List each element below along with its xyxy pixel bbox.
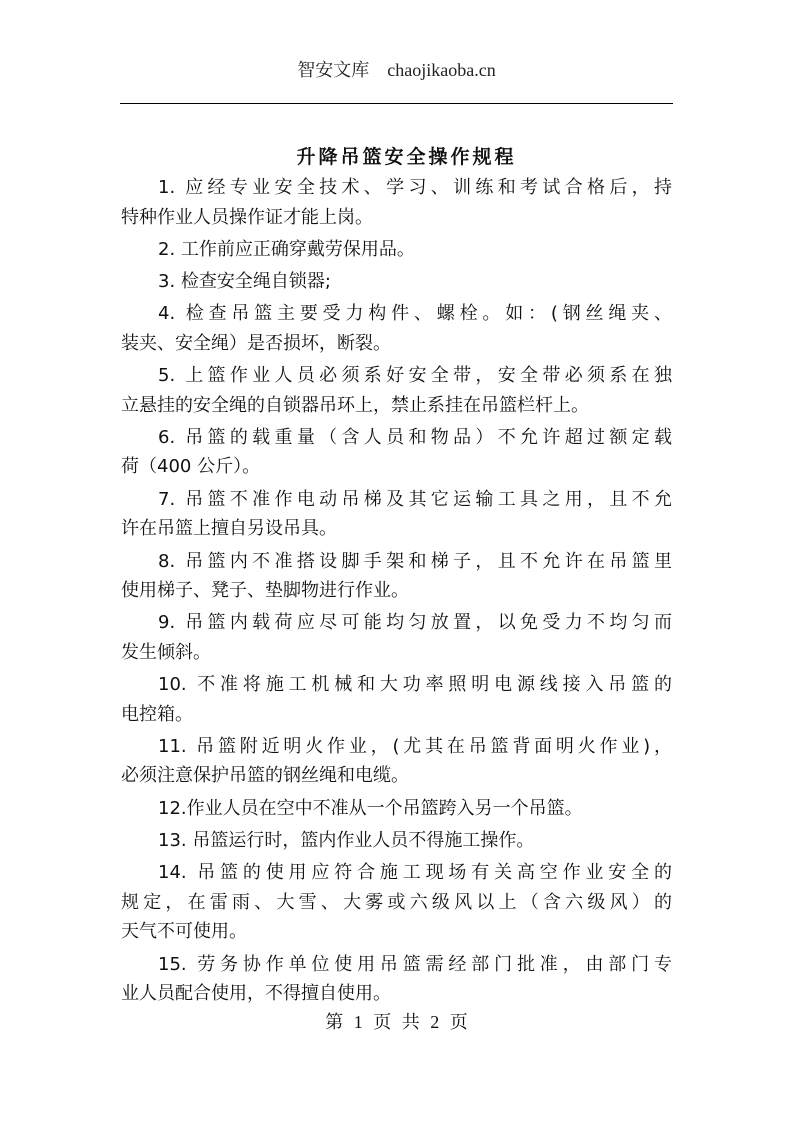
rule-item [121,547,672,606]
rule-item [121,361,672,420]
header-brand: 智安文库 [297,60,370,80]
rule-line: 3. 检查安全绳自锁器; [158,271,331,293]
rule-line: 11. 吊篮附近明火作业，(尤其在吊篮背面明火作业)， [158,735,672,757]
rule-line: 1. 应经专业安全技术、学习、训练和考试合格后，持 [158,177,672,198]
rule-line: 装夹、安全绳）是否损坏，断裂。 [121,332,391,354]
rule-line: 发生倾斜。 [121,641,211,663]
rule-line: 5. 上篮作业人员必须系好安全带，安全带必须系在独 [158,365,672,387]
rule-line: 2. 工作前应正确穿戴劳保用品。 [158,238,415,260]
rule-item [121,299,672,358]
rule-item [121,950,672,1009]
rule-item [121,732,672,791]
rule-line: 荷（400 公斤）。 [121,456,261,478]
document-body [121,173,672,1009]
header-site: chaojikaoba.cn [387,60,496,80]
rule-line: 13. 吊篮运行时，篮内作业人员不得施工操作。 [158,830,535,852]
rule-line: 9. 吊篮内载荷应尽可能均匀放置，以免受力不均匀而 [158,612,672,634]
rule-line: 8. 吊篮内不准搭设脚手架和梯子，且不允许在吊篮里 [158,550,672,572]
rule-line: 6. 吊篮的载重量（含人员和物品）不允许超过额定载 [158,426,672,448]
rule-item [121,173,672,232]
rule-line: 10. 不准将施工机械和大功率照明电源线接入吊篮的 [158,674,672,696]
rule-line: 立悬挂的安全绳的自锁器吊环上，禁止系挂在吊篮栏杆上。 [121,394,589,416]
rule-line: 4. 检查吊篮主要受力构件、螺栓。如：(钢丝绳夹、 [158,303,672,325]
rule-line: 电控箱。 [121,703,193,725]
rule-item [121,423,672,482]
rule-line: 必须注意保护吊篮的钢丝绳和电缆。 [121,765,409,787]
rule-line: 特种作业人员操作证才能上岗。 [121,206,373,228]
rule-item [121,235,672,265]
document-title: 升降吊篮安全操作规程 [296,146,517,168]
rule-line: 使用梯子、凳子、垫脚物进行作业。 [121,580,409,602]
rule-item [121,608,672,667]
rule-line: 15. 劳务协作单位使用吊篮需经部门批准，由部门专 [158,953,672,975]
rule-item [121,267,672,297]
rule-line: 天气不可使用。 [121,921,247,943]
rule-line: 业人员配合使用，不得擅自使用。 [121,983,391,1005]
rule-item [121,794,672,824]
rule-item [121,858,672,947]
page-footer: 第 1 页 共 2 页 [325,1012,468,1032]
rule-line: 规定，在雷雨、大雪、大雾或六级风以上（含六级风）的 [121,891,672,913]
rule-item [121,826,672,856]
rule-line: 7. 吊篮不准作电动吊梯及其它运输工具之用，且不允 [158,488,672,510]
rule-line: 12.作业人员在空中不准从一个吊篮跨入另一个吊篮。 [158,797,583,819]
header-divider [120,103,673,104]
rule-item [121,485,672,544]
page-header [0,56,793,82]
rule-item [121,670,672,729]
rule-line: 14. 吊篮的使用应符合施工现场有关高空作业安全的 [158,862,672,884]
rule-line: 许在吊篮上擅自另设吊具。 [121,518,337,540]
